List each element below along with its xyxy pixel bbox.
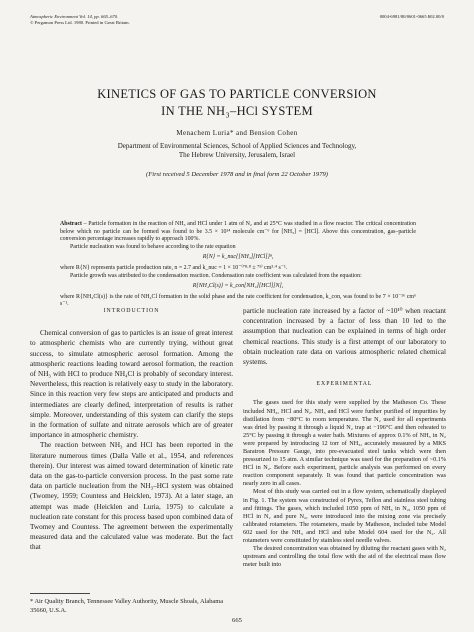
footnote: * Air Quality Branch, Tennessee Valley Authority, Muscle Shoals, Alabama 35660, U.S.A. <box>30 598 224 614</box>
affiliation-line-1: Department of Environmental Sciences, School of Applied Sciences and Technology, <box>117 142 357 150</box>
page-number: 665 <box>232 617 242 624</box>
abstract-text-1: – Particle formation in the reaction of NH₃ and HCl under 1 atm of N₂ and at 25°C was studied in a flow reactor. The critical concentration below which no particle can be formed was found to be 3.5 × 10¹⁴ molecule cm⁻⁶ for [NH₃] = [HCl]. Above this concentration, gas–particle conversion percentage increases rapidly to approach 100%. <box>60 221 416 243</box>
right-column <box>243 306 446 569</box>
intro-paragraph-1: Chemical conversion of gas to particles is an issue of great interest to atmospheric chemists who are currently trying, without great success, to simulate atmospheric aerosol formation. Among the atmospheric reactions leading toward aerosol formation, the reaction of NH₃ with HCl to produce NH₄Cl is probably of secondary interest. Nevertheless, this reaction is relatively easy to study in the laboratory. Since in this reaction very few steps are anticipated and products and intermediates are clearly defined, interpretation of results is rather simple. Moreover, understanding of this system can clarify the steps in the formation of sulfate and nitrate aerosols which are of greater importance in atmospheric chemistry. <box>30 329 233 440</box>
abstract-para-4: Particle growth was attributed to the condensation reaction. Condensation rate coefficient was calculated from the equation: <box>70 272 362 279</box>
experimental-paragraph-3: The desired concentration was obtained by diluting the reactant gases with N₂ upstream and controlling the total flow with the aid of the electrical mass flow meter built into <box>243 545 446 569</box>
received-dates: (First received 5 December 1978 and in final form 22 October 1979) <box>146 171 328 178</box>
abstract-para-1 <box>60 221 416 244</box>
paper-title-line-2: IN THE NH₃–HCl SYSTEM <box>161 104 313 118</box>
experimental-paragraph-1: The gases used for this study were supplied by the Matheson Co. These included NH₃, HCl and N₂. NH₃ and HCl were further purified of impurities by distillation from −80°C to room temperature. The N₂ used for all experiments was dried by passing it through a liquid N₂ trap at −196°C and then reheated to 25°C by passing it through a water bath. Mixtures of approx 0.1% of NH₃ in N₂ were prepared by introducing 12 torr of NH₃, accurately measured by a MKS Baratron Pressure Gauge, into pre-evacuated steel tanks which were then pressurized to 15 atm. A similar technique was used for the preparation of ~0.1% HCl in N₂. Before each experiment, particle analysis was performed on every reaction component separately. It was found that particle concentration was nearly zero in all cases. <box>243 399 446 488</box>
left-column <box>30 306 233 553</box>
journal-citation <box>30 14 130 26</box>
section-heading-experimental: EXPERIMENTAL <box>316 381 373 388</box>
section-heading-introduction: INTRODUCTION <box>103 308 160 314</box>
journal-name: Atmospheric Environment Vol. 14, pp. 665–670. <box>30 14 119 19</box>
intro-continuation: particle nucleation rate increased by a factor of ~10¹⁰ when reactant concentration increased by a factor of less than 10 led to the assumption that nucleation can be explained in terms of high order chemical reactions. This study is a first attempt of our laboratory to obtain nucleation rate data on various atmospheric related chemical systems. <box>243 307 446 367</box>
footnote-rule <box>30 593 90 594</box>
rate-equation-1: R{N} = k_nuc{[NH₃][HCl]}ⁿ, <box>202 254 274 261</box>
affiliation <box>0 142 474 160</box>
experimental-paragraph-2: Most of this study was carried out in a flow system, schematically displayed in Fig. 1. The system was constructed of Pyrex, Teflon and stainless steel tubing and fittings. The gases, which included 1050 ppm of NH₃ in N₂, 1050 ppm of HCl in N₂ and pure N₂, were introduced into the mixing zone via precisely calibrated rotameters. The rotameters, made by Matheson, included tube Model 602 used for the NH₃ and HCl and tube Model 604 used for the N₂. All rotameters were constituted by stainless steel needle valves. <box>243 488 446 545</box>
abstract-para-3: where R{N} represents particle production rate, n = 2.7 and k_nuc = 1 × 10⁻⁽⁷⁸·⁸ ± ⁷⁵⁾ cm³·⁴ s⁻¹. <box>60 264 288 271</box>
rate-equation-2: R{NH₄Cl(s)} = k_con[NH₃][HCl][N], <box>192 283 284 290</box>
affiliation-line-2: The Hebrew University, Jerusalem, Israel <box>178 151 296 159</box>
abstract-label: Abstract <box>60 221 82 227</box>
abstract-para-2: Particle nucleation was found to behave according to the rate equation <box>70 243 236 250</box>
publisher-line: © Pergamon Press Ltd. 1980. Printed in Great Britain. <box>30 20 130 25</box>
paper-title-line-1: KINETICS OF GAS TO PARTICLE CONVERSION <box>97 87 377 101</box>
intro-paragraph-2: The reaction between NH₃ and HCl has been reported in the literature numerous times (Dalla Valle et al., 1954, and references therein). Our interest was aimed toward determination of kinetic rate data on the gas-to-particle conversion process. In the past some rate data on particle nucleation from the NH₃–HCl system was obtained (Twomey, 1959; Countess and Heicklen, 1973). At a later stage, an attempt was made (Heicklen and Luria, 1975) to calculate a nucleation rate constant for this process based upon combined data of Twomey and Countess. The agreement between the experimentally measured data and the calculated value was moderate. But the fact that <box>30 441 233 552</box>
article-code: 0004-6981/80/0601-0665 $02.00/0 <box>379 14 444 19</box>
abstract-para-5: where R{NH₄Cl(s)} is the rate of NH₄Cl formation in the solid phase and the rate coefficient for condensation, k_con, was found to be 7 × 10⁻¹⁶ cm⁶ s⁻¹. <box>60 293 416 308</box>
abstract <box>60 221 416 309</box>
title-block <box>0 86 474 179</box>
authors: Menachem Luria* and Bension Cohen <box>176 129 298 137</box>
